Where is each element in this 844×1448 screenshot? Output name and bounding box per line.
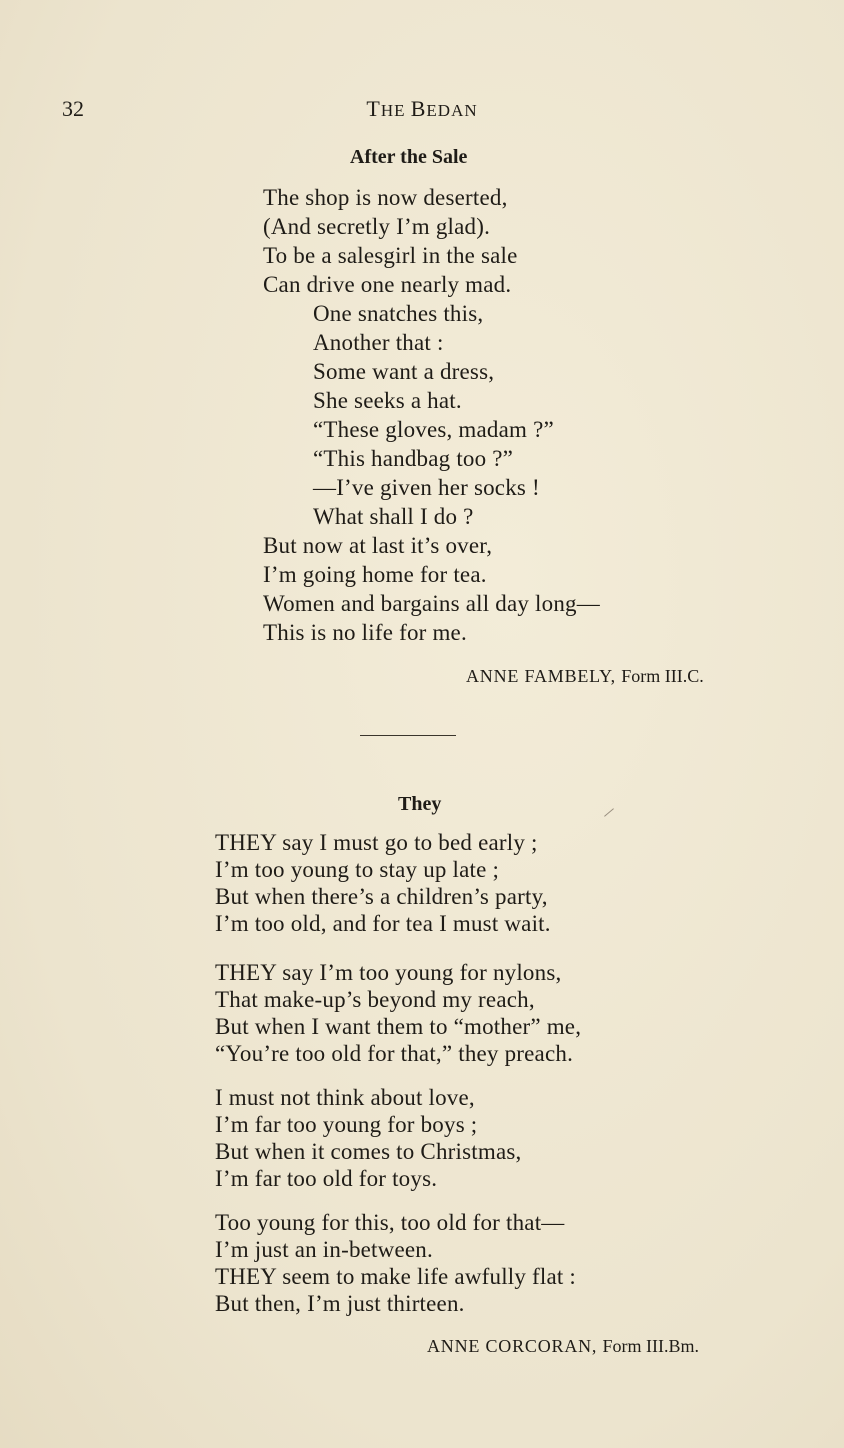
running-head-small-caps-1: HE (380, 101, 411, 120)
author-form: Form III.Bm. (602, 1336, 700, 1356)
poem-line: One snatches this, (313, 301, 484, 326)
poem-line: THEY say I must go to bed early ; (215, 830, 538, 855)
author-form: Form III.C. (621, 666, 704, 686)
poem-line: I’m going home for tea. (263, 562, 487, 587)
running-head (0, 96, 844, 122)
poem-line: I’m far too young for boys ; (215, 1112, 478, 1137)
poem-attribution (466, 666, 704, 687)
poem-line: “This handbag too ?” (313, 446, 514, 471)
poem-line: Another that : (313, 330, 444, 355)
running-head-small-caps-2: EDAN (426, 101, 478, 120)
poem-line: Too young for this, too old for that— (215, 1210, 565, 1235)
poem-line: Can drive one nearly mad. (263, 272, 512, 297)
poem-line: (And secretly I’m glad). (263, 214, 491, 239)
poem-line: This is no life for me. (263, 620, 467, 645)
poem-line: I’m far too old for toys. (215, 1166, 438, 1191)
poem-line: —I’ve given her socks ! (313, 475, 540, 500)
poem-line: Some want a dress, (313, 359, 495, 384)
poem-line: But when there’s a children’s party, (215, 884, 548, 909)
section-divider (360, 735, 456, 736)
poem-line: She seeks a hat. (313, 388, 462, 413)
stray-mark (604, 808, 614, 816)
running-head-initial-2: B (410, 96, 427, 121)
poem-line: To be a salesgirl in the sale (263, 243, 518, 268)
poem-line: But when I want them to “mother” me, (215, 1014, 582, 1039)
poem-line: That make-up’s beyond my reach, (215, 987, 535, 1012)
poem-line: What shall I do ? (313, 504, 474, 529)
poem-line: I’m too old, and for tea I must wait. (215, 911, 551, 936)
poem-line: But now at last it’s over, (263, 533, 493, 558)
poem-line: I’m too young to stay up late ; (215, 857, 500, 882)
poem-line: I’m just an in-between. (215, 1237, 433, 1262)
poem-title-after-the-sale: After the Sale (350, 146, 468, 168)
poem-line: “You’re too old for that,” they preach. (215, 1041, 574, 1066)
poem-line: THEY say I’m too young for nylons, (215, 960, 562, 985)
page-number: 32 (62, 96, 84, 121)
author-name: ANNE FAMBELY, (466, 666, 616, 686)
poem-title-they: They (398, 793, 442, 815)
author-name: ANNE CORCORAN, (427, 1336, 598, 1356)
poem-line: Women and bargains all day long— (263, 591, 600, 616)
running-head-initial-1: T (366, 96, 381, 121)
poem-line: But then, I’m just thirteen. (215, 1291, 465, 1316)
poem-line: But when it comes to Christmas, (215, 1139, 522, 1164)
poem-line: The shop is now deserted, (263, 185, 508, 210)
poem-attribution (427, 1336, 699, 1357)
poem-line: “These gloves, madam ?” (313, 417, 554, 442)
poem-line: THEY seem to make life awfully flat : (215, 1264, 577, 1289)
poem-line: I must not think about love, (215, 1085, 475, 1110)
